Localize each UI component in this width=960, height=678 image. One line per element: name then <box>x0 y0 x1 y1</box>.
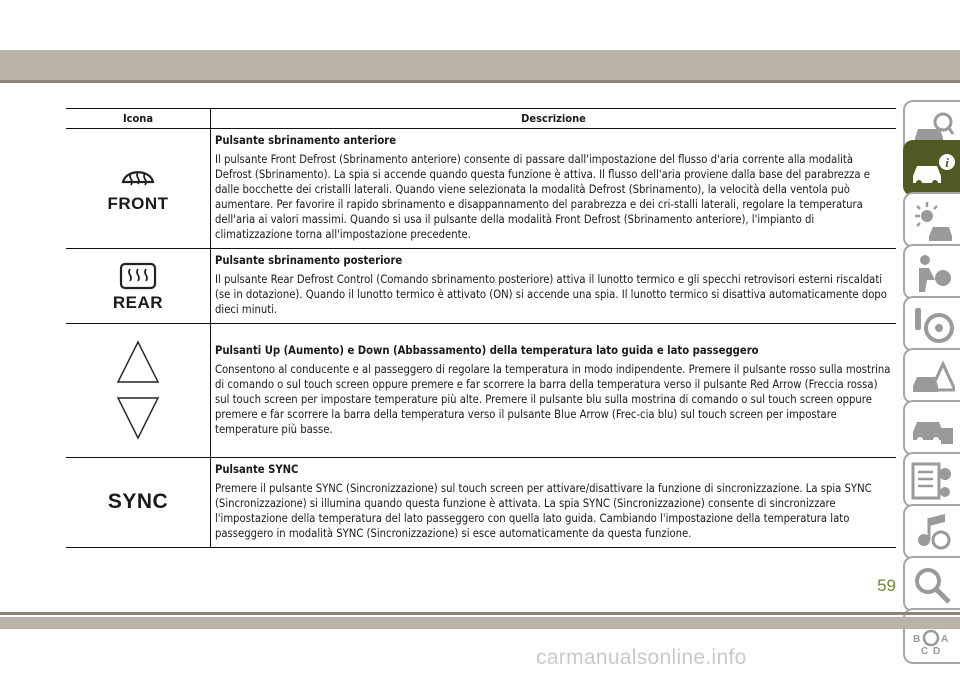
rear-label: REAR <box>112 292 164 312</box>
multimedia-icon <box>911 512 955 556</box>
front-label: FRONT <box>107 194 169 213</box>
car-service-icon <box>911 408 955 452</box>
row-title: Pulsante SYNC <box>215 463 299 476</box>
tab-emergency[interactable] <box>903 348 960 404</box>
top-margin <box>0 0 960 46</box>
icon-cell <box>66 249 211 324</box>
tab-warning-lights[interactable] <box>903 192 960 248</box>
rear-defrost-icon <box>118 261 158 293</box>
temperature-up-icon <box>116 340 160 384</box>
row-title: Pulsante sbrinamento anteriore <box>215 134 397 147</box>
description-cell <box>211 324 897 458</box>
footer-rule <box>0 612 960 615</box>
row-text: Il pulsante Front Defrost (Sbrinamento anteriore) consente di passare dall'impostazione del flusso d'aria corrente alla modalità Defrost (Sbrinamento). La spia si accende quando questa funzione è attiva. Il flusso dell'aria proviene dalla base del parabrezza e dalle bocchette dei cristalli laterali. Quando viene selezionata la modalità Defrost (Sbrinamento), la velocità della ventola può aumentare. Per favorire il rapido sbrinamento e disappannamento del parabrezza e dei cri-stalli laterali, regolare la temperatura dell'aria ai valori massimi. Quando si usa il pulsante della modalità Front Defrost (Sbrinamento anteriore), l'impianto di climatizzazione torna all'impostazione precedente. <box>215 153 870 241</box>
front-defrost-icon <box>120 164 156 194</box>
roadside-warning-icon <box>911 356 955 400</box>
footer-band <box>0 617 960 629</box>
description-cell <box>211 249 897 324</box>
row-text: Premere il pulsante SYNC (Sincronizzazione) sul touch screen per attivare/disattivare la funzione di sincronizzazione. La spia SYNC (Sincronizzazione) si illumina quando questa funzione è attivata. La spia SYNC (Sincronizzazione) consente di sincronizzare l'impostazione della temperatura del lato passeggero con quella lato guida. Cambiando l'impostazione della temperatura lato passeggero in modalità SYNC (Sincronizzazione) si esce automaticamente da questa funzione. <box>215 482 872 540</box>
page-number: 59 <box>877 576 896 595</box>
controls-table <box>66 108 896 548</box>
header-icon-column: Icona <box>66 109 211 129</box>
table-row <box>66 458 896 548</box>
icon-cell <box>66 324 211 458</box>
icon-cell <box>66 129 211 249</box>
header-description-column: Descrizione <box>211 109 897 129</box>
sync-icon: SYNC <box>107 490 169 513</box>
svg-text:C: C <box>921 646 929 657</box>
table-row <box>66 129 896 249</box>
index-search-icon <box>911 564 955 608</box>
table-row <box>66 324 896 458</box>
row-text: Consentono al conducente e al passeggero di regolare la temperatura in modo indipendente. Premere il pulsante rosso sulla mostrina di comando o sul touch screen oppure premere e far scorrere la barra della temperatura verso il pulsante Red Arrow (Freccia rossa) sul touch screen per impostare temperature più alte. Premere il pulsante blu sulla mostrina di comando o sul touch screen oppure premere e far scorrere la barra della temperatura verso il pulsante Blue Arrow (Frec-cia blu) sul touch screen per impostare temperature più basse. <box>215 362 891 436</box>
car-info-icon <box>911 148 955 192</box>
svg-text:A: A <box>941 634 949 645</box>
table-header-row <box>66 109 896 129</box>
tab-car-info[interactable] <box>903 140 960 196</box>
row-text: Il pulsante Rear Defrost Control (Comando sbrinamento posteriore) attiva il lunotto termico e gli specchi retrovisori esterni riscaldati (se in dotazione). Quando il lunotto termico è attivato (ON) si accende una spia. Il lunotto termico si disattiva automaticamente dopo dieci minuti. <box>215 273 887 316</box>
description-cell <box>211 129 897 249</box>
header-band <box>0 50 960 80</box>
tab-index-search[interactable] <box>903 556 960 612</box>
tab-driving[interactable] <box>903 296 960 352</box>
icon-cell <box>66 458 211 548</box>
tab-servicing[interactable] <box>903 400 960 456</box>
row-title: Pulsante sbrinamento posteriore <box>215 254 403 267</box>
tab-multimedia[interactable] <box>903 504 960 560</box>
steering-wheel-icon <box>911 304 955 348</box>
specifications-icon <box>911 460 955 504</box>
table-row <box>66 249 896 324</box>
airbag-passenger-icon <box>911 252 955 296</box>
warning-light-icon <box>911 200 955 244</box>
temperature-down-icon <box>116 396 160 440</box>
description-cell <box>211 458 897 548</box>
watermark: carmanualsonline.info <box>536 646 747 669</box>
svg-text:i: i <box>945 155 949 170</box>
row-title: Pulsanti Up (Aumento) e Down (Abbassamento) della temperatura lato guida e lato passeggero <box>215 343 759 357</box>
header-rule <box>0 80 960 83</box>
svg-text:D: D <box>933 646 941 657</box>
tab-specifications[interactable] <box>903 452 960 508</box>
tab-safety[interactable] <box>903 244 960 300</box>
svg-text:B: B <box>913 634 921 645</box>
